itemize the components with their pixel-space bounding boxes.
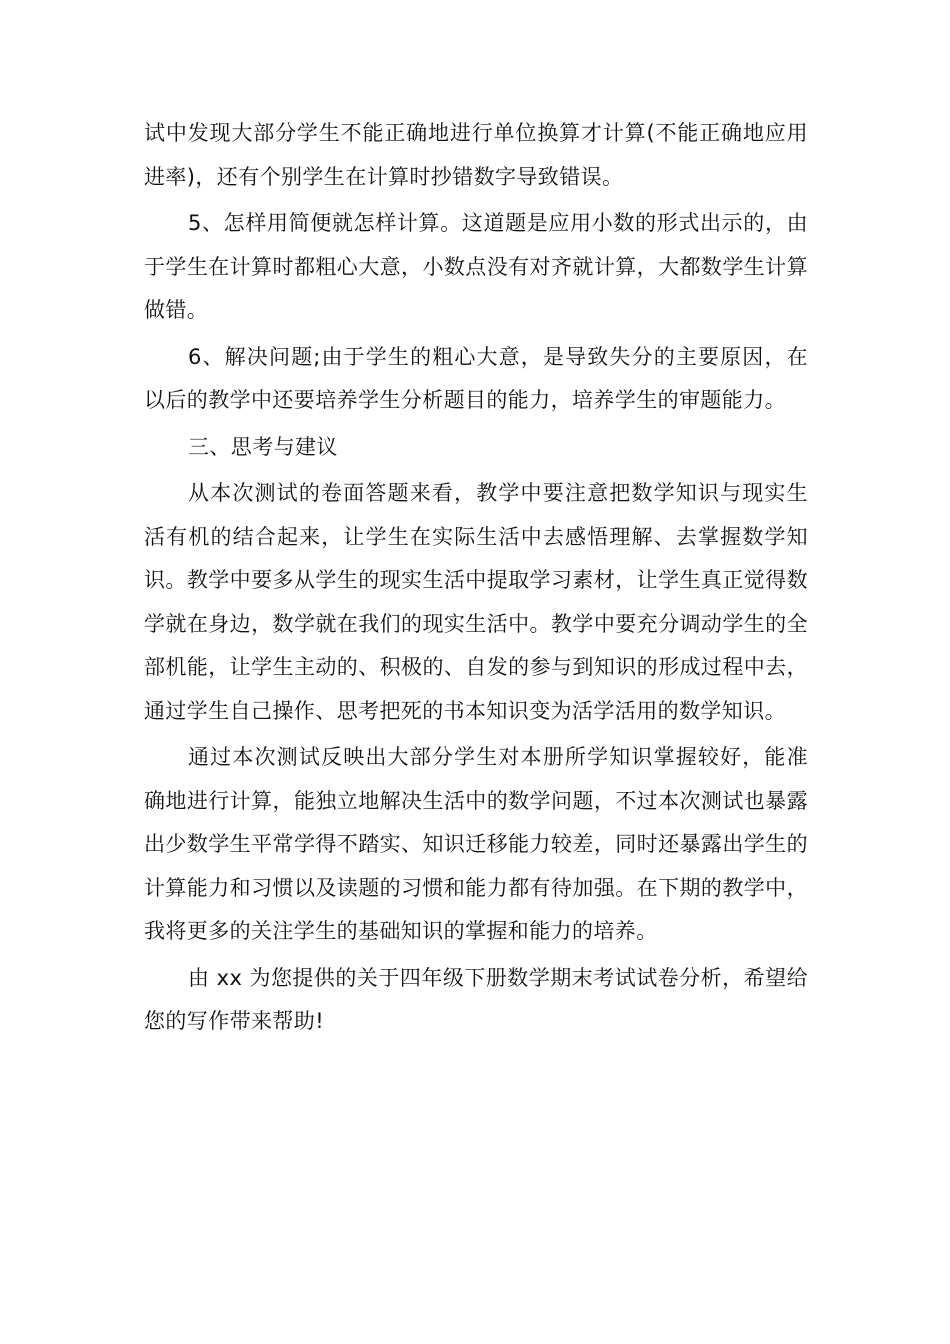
- paragraph-continuation: 试中发现大部分学生不能正确地进行单位换算才计算(不能正确地应用进率)，还有个别学生在计算时抄错数字导致错误。: [144, 121, 808, 189]
- paragraph-item-6: 6、解决问题;由于学生的粗心大意，是导致失分的主要原因，在以后的教学中还要培养学生分析题目的能力，培养学生的审题能力。: [144, 344, 808, 412]
- paragraph-suggestion-1: 从本次测试的卷面答题来看，教学中要注意把数学知识与现实生活有机的结合起来，让学生在实际生活中去感悟理解、去掌握数学知识。教学中要多从学生的现实生活中提取学习素材，让学生真正觉得数学就在身边，数学就在我们的现实生活中。教学中要充分调动学生的全部机能，让学生主动的、积极的、自发的参与到知识的形成过程中去，通过学生自己操作、思考把死的书本知识变为活学活用的数学知识。: [144, 481, 808, 723]
- paragraph-item-5: 5、怎样用简便就怎样计算。这道题是应用小数的形式出示的，由于学生在计算时都粗心大意，小数点没有对齐就计算，大都数学生计算做错。: [144, 211, 808, 322]
- paragraph-closing: 由 xx 为您提供的关于四年级下册数学期末考试试卷分析，希望给您的写作带来帮助!: [144, 965, 808, 1033]
- section-heading-suggestions: 三、思考与建议: [188, 434, 338, 459]
- document-body: [144, 112, 808, 1047]
- paragraph-suggestion-2: 通过本次测试反映出大部分学生对本册所学知识掌握较好，能准确地进行计算，能独立地解决生活中的数学问题，不过本次测试也暴露出少数学生平常学得不踏实、知识迁移能力较差，同时还暴露出学生的计算能力和习惯以及读题的习惯和能力都有待加强。在下期的教学中，我将更多的关注学生的基础知识的掌握和能力的培养。: [144, 745, 808, 943]
